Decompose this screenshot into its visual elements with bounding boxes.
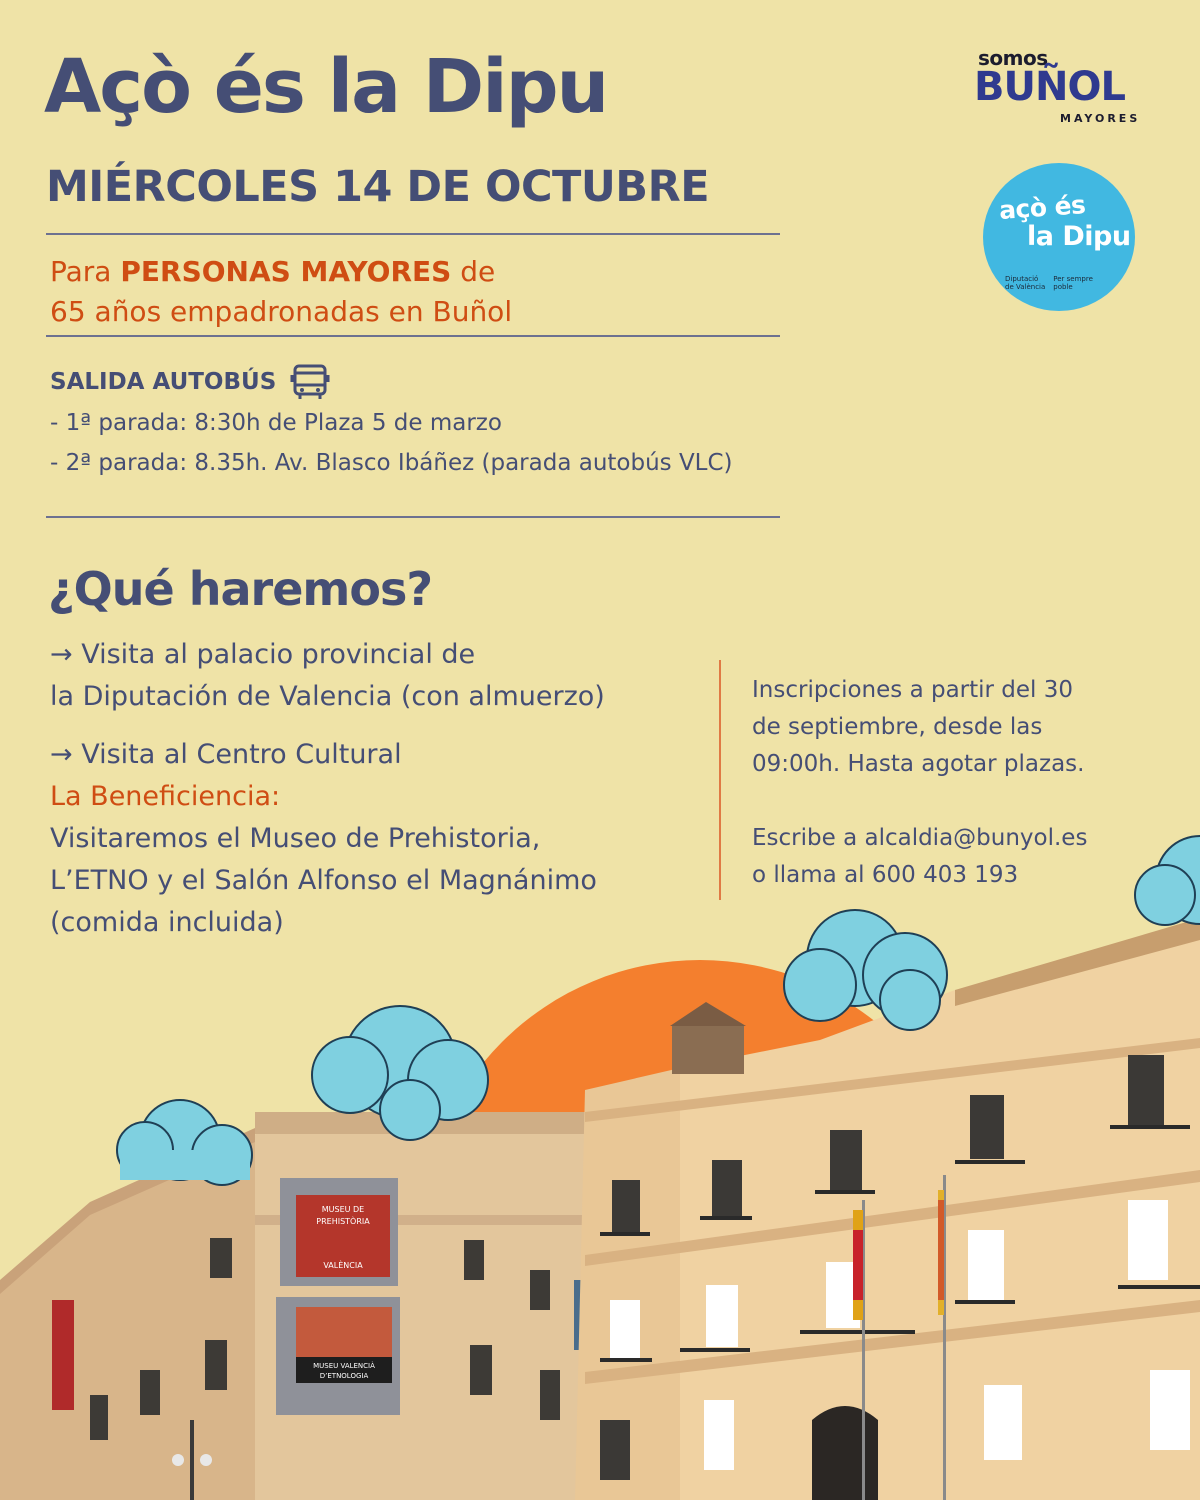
info-email-line[interactable]: Escribe a alcaldia@bunyol.es [752, 825, 1088, 851]
main-title: Açò és la Dipu [44, 44, 608, 130]
activities-list [50, 634, 710, 944]
audience-pre: Para [50, 255, 121, 288]
audience-text [50, 252, 512, 332]
mayores-logo-text: MAYORES [1060, 112, 1141, 125]
badge-motto-line2: poble [1053, 283, 1073, 291]
bunol-logo-text: BUÑOL [974, 64, 1125, 110]
activity-2-subtitle: La Beneficiencia: [50, 781, 281, 812]
info-phone-line[interactable]: o llama al 600 403 193 [752, 862, 1019, 888]
cloud-right [784, 910, 947, 1030]
somos-logo-text: somos [978, 46, 1048, 70]
museum2-line2: D’ETNOLOGIA [319, 1372, 369, 1380]
info-spacer [752, 783, 1172, 820]
bus-stop-2: - 2ª parada: 8.35h. Av. Blasco Ibáñez (parada autobús VLC) [50, 450, 733, 476]
divider-3 [46, 516, 780, 518]
event-date: MIÉRCOLES 14 DE OCTUBRE [46, 162, 710, 212]
badge-org-line1: Diputació [1005, 275, 1039, 283]
centro-cultural-building [0, 1112, 605, 1500]
divider-2 [46, 335, 780, 337]
vertical-divider [719, 660, 721, 900]
activity-gap [50, 718, 710, 734]
badge-org-line2: de València [1005, 283, 1046, 291]
activity-2-desc1: Visitaremos el Museo de Prehistoria, [50, 823, 541, 854]
somos-bunol-logo [972, 46, 1162, 130]
museum2-line1: MUSEU VALENCIÀ [313, 1362, 375, 1370]
info-line2: de septiembre, desde las [752, 714, 1043, 740]
badge-line1: açò és [998, 190, 1087, 225]
bus-title-label: SALIDA AUTOBÚS [50, 369, 277, 395]
badge-motto-line1: Per sempre [1053, 275, 1093, 283]
audience-line2: 65 años empadronadas en Buñol [50, 295, 513, 328]
bus-departure-title [50, 362, 330, 402]
audience-bold: PERSONAS MAYORES [120, 255, 452, 288]
info-line1: Inscripciones a partir del 30 [752, 677, 1074, 703]
museum1-line2: PREHISTÒRIA [316, 1217, 370, 1226]
activity-2-desc3: (comida incluida) [50, 907, 284, 938]
badge-line2: la Dipu [1027, 221, 1131, 252]
info-line3: 09:00h. Hasta agotar plazas. [752, 751, 1085, 777]
audience-post: de [451, 255, 496, 288]
activity-1-line1: → Visita al palacio provincial de [50, 639, 476, 670]
bus-icon [290, 362, 330, 402]
bus-stop-1: - 1ª parada: 8:30h de Plaza 5 de marzo [50, 410, 502, 436]
museum1-line1: MUSEU DE [321, 1205, 365, 1214]
activities-title: ¿Qué haremos? [48, 562, 433, 616]
bus-stops-list [50, 403, 733, 483]
divider-1 [46, 233, 780, 235]
museum1-line3: VALÈNCIA [323, 1261, 363, 1270]
cloud-left [117, 1100, 252, 1185]
activity-2-desc2: L’ETNO y el Salón Alfonso el Magnánimo [50, 865, 597, 896]
activity-2-line1: → Visita al Centro Cultural [50, 739, 402, 770]
registration-info [752, 672, 1172, 894]
badge-footer [1005, 275, 1093, 291]
aco-es-la-dipu-badge [983, 163, 1135, 311]
activity-1-line2: la Diputación de Valencia (con almuerzo) [50, 681, 605, 712]
